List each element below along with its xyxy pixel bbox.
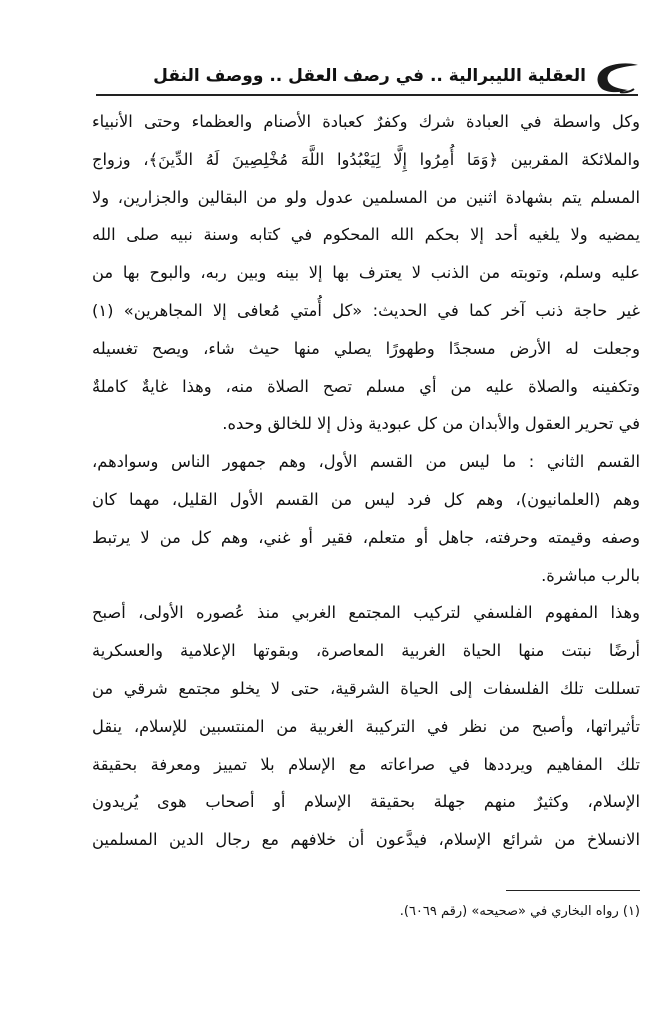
header-rule xyxy=(96,94,638,96)
header-title: العقلية الليبرالية .. في رصف العقل .. ووصف النقل xyxy=(153,66,586,86)
text-line: الإسلام، وكثيرٌ منهم جهلة بحقيقة الإسلام أو أصحاب هوى يُريدون xyxy=(92,792,640,812)
text-line: تسللت تلك الفلسفات إلى الحياة الشرقية، حتى لا يخلو مجتمع شرقي من xyxy=(92,678,640,698)
text-line: وهذا المفهوم الفلسفي لتركيب المجتمع الغربي منذ عُصوره الأولى، أصبح xyxy=(92,603,640,623)
text-line: وكل واسطة في العبادة شرك وكفرٌ كعبادة الأصنام والعظماء وحتى الأنبياء xyxy=(92,112,640,131)
text-line: في تحرير العقول والأبدان من كل عبودية وذل إلا للخالق وحده. xyxy=(222,414,640,434)
text-line: يمضيه ولا يلغيه أحد إلا بحكم الله المحكوم في كتابه وسنة نبيه صلى الله xyxy=(92,225,640,245)
text-line: وصفه وقيمته وحرفته، جاهل أو متعلم، فقير أو غني، وهم كل من لا يرتبط xyxy=(92,527,640,547)
text-line: وجعلت له الأرض مسجدًا وطهورًا يصلي منها حيث شاء، ويصح تغسيله xyxy=(92,338,640,358)
body-text xyxy=(92,103,640,859)
text-line: وهم (العلمانيون)، وهم كل فرد ليس من القسم الأول القليل، مهما كان xyxy=(92,489,640,509)
footnote-rule xyxy=(506,890,640,891)
text-line: وتكفينه والصلاة عليه من أي مسلم تصح الصلاة منه، وهذا غايةٌ كاملةٌ xyxy=(92,376,640,396)
page-number: ٥٤ xyxy=(607,67,627,85)
text-line: المسلم يتم بشهادة اثنين من المسلمين عدول ولو من البقالين والجزارين، ولا xyxy=(92,187,640,207)
text-line: والملائكة المقربين ﴿وَمَا أُمِرُوا إِلَّا لِيَعْبُدُوا اللَّهَ مُخْلِصِينَ لَهُ الدِّينَ﴾، وزواج xyxy=(92,149,640,169)
text-line: تلك المفاهيم ويرددها في صراعاته مع الإسلام بلا تمييز ومعرفة بحقيقة xyxy=(92,754,640,774)
text-line: عليه وسلم، وتوبته من الذنب لا يعترف بها إلا بينه وبين ربه، والبوح بها من xyxy=(92,263,640,283)
text-line: أرضًا نبتت منها الحياة الغربية المعاصرة، وبقوتها الإعلامية والعسكرية xyxy=(92,641,640,661)
text-line: غير حاجة ذنب آخر كما في الحديث: «كل أُمتي مُعافى إلا المجاهرين» (١) xyxy=(92,300,640,320)
text-line: الانسلاخ من شرائع الإسلام، فيدَّعون أن خلافهم مع رجال الدين المسلمين xyxy=(92,830,640,850)
footnote: (١) رواه البخاري في «صحيحه» (رقم ٦٠٦٩). xyxy=(399,904,640,919)
text-line: القسم الثاني : ما ليس من القسم الأول، وهم جمهور الناس وسوادهم، xyxy=(92,452,640,472)
text-line: بالرب مباشرة. xyxy=(541,565,640,585)
running-header xyxy=(96,62,638,96)
text-line: تأثيراتها، وأصبح من نظر في التركيبة الغربية من المنتسبين للإسلام، ينقل xyxy=(92,716,640,736)
